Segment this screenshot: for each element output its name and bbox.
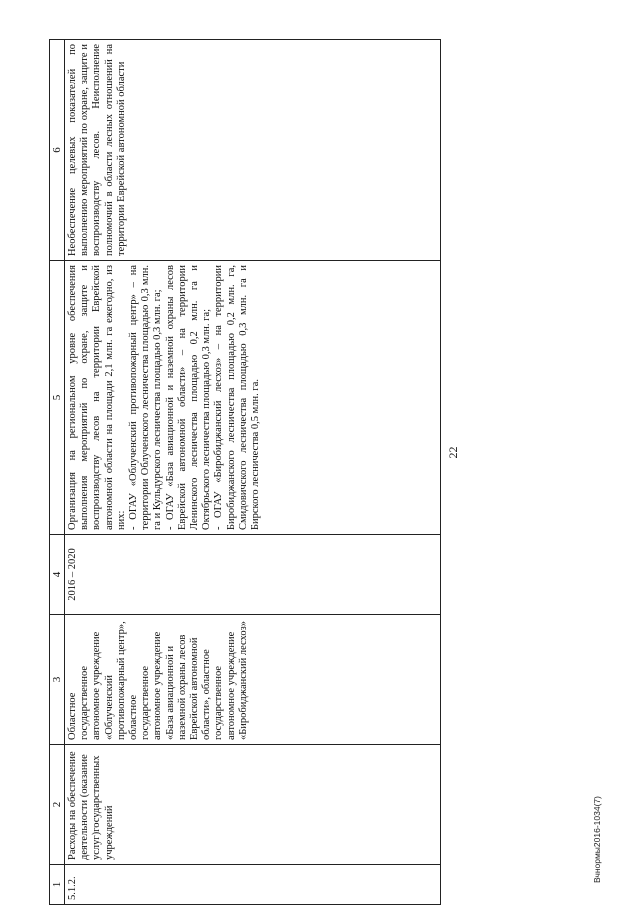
row-period: 2016 – 2020 — [65, 535, 441, 615]
footer-label: Вчнормы2016-1034(7) — [592, 796, 602, 883]
header-cell-4: 4 — [50, 535, 65, 615]
row-executor: Областное государственное автономное учреждение «Облученский противопожарный центр», областное государственное автономное учреждение «База авиационной и наземной охраны лесов Еврейской автономной области», областное государственное автономное учреждение «Биробиджанский лесхоз» — [65, 615, 441, 745]
header-cell-3: 3 — [50, 615, 65, 745]
table-row — [65, 40, 441, 905]
header-cell-2: 2 — [50, 745, 65, 865]
header-cell-6: 6 — [50, 40, 65, 261]
row-result: Организация на региональном уровне обеспечения выполнения мероприятий по охране, защите и воспроизводству лесов на территории Еврейской автономной области на площади 2,1 млн. га ежегодно, из них: - ОГАУ «Облученский противопожарный центр» – на территории Облученского лесничества площадью 0,3 млн. га и Кульдурского лесничества площадью 0,3 млн. га; - ОГАУ «База авиационной и наземной охраны лесов Еврейской автономной области» – на территории Ленинского лесничества площадью 0,2 млн. га и Октябрьского лесничества площадью 0,3 млн. га; - ОГАУ «Биробиджанский лесхоз» – на территории Биробиджанского лесничества площадью 0,2 млн. га, Смидовичского лесничества площадью 0,3 млн. га и Бирского лесничества 0,5 млн. га. — [65, 261, 441, 535]
row-number: 5.1.2. — [65, 865, 441, 905]
header-cell-5: 5 — [50, 261, 65, 535]
measures-table — [49, 39, 441, 905]
row-name: Расходы на обеспечение деятельности (оказание услуг)государственных учреждений — [65, 745, 441, 865]
header-cell-1: 1 — [50, 865, 65, 905]
page-number: 22 — [446, 446, 460, 459]
row-consequence: Необеспечение целевых показателей по выполнению мероприятий по охране, защите и воспроизводству лесов. Неисполнение полномочий в области лесных отношений на территории Еврейской автономной области — [65, 40, 441, 261]
header-row — [50, 40, 65, 905]
